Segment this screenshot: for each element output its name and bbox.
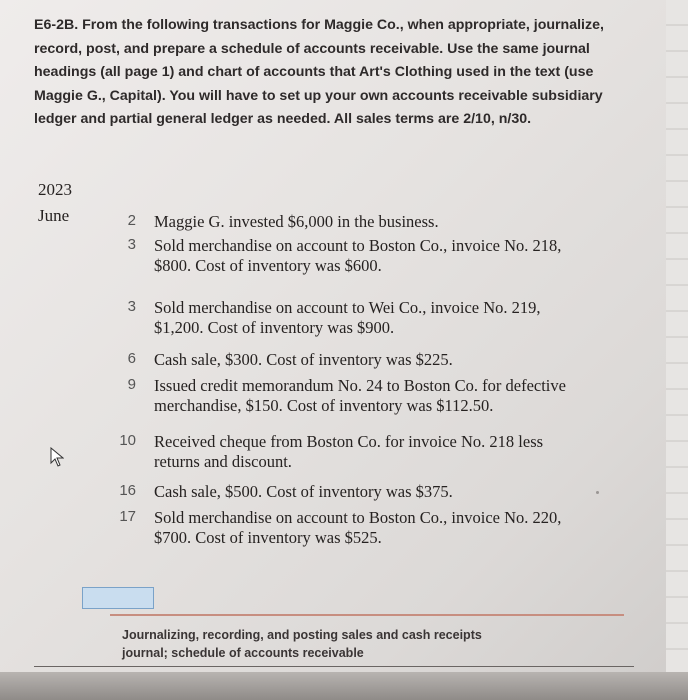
transaction-text [154,376,654,416]
instruction-line: record, post, and prepare a schedule of accounts receivable. Use the same journal [34,40,590,57]
answer-input-box[interactable] [82,587,154,609]
month-label: June [38,206,70,225]
bottom-shadow [0,672,688,700]
transaction-line: Issued credit memorandum No. 24 to Boston Co. for defective [154,376,566,395]
transaction-line: $1,200. Cost of inventory was $900. [154,318,395,337]
transaction-line: merchandise, $150. Cost of inventory was $112.50. [154,396,494,415]
transaction-line: returns and discount. [154,452,292,471]
transaction-day: 3 [127,236,136,253]
transaction-day: 2 [127,212,136,229]
caption-line: journal; schedule of accounts receivable [122,646,364,660]
transaction-line: Sold merchandise on account to Wei Co., invoice No. 219, [154,298,541,317]
section-caption [122,626,482,662]
speck [596,491,599,494]
transaction-day: 9 [127,376,136,393]
transaction-text [154,212,654,232]
caption-underline [34,666,634,667]
transaction-text [154,508,654,548]
exercise-instructions [34,14,664,132]
transaction-text [154,298,654,338]
instruction-line: headings (all page 1) and chart of accounts that Art's Clothing used in the text (use [34,64,594,80]
transaction-line: $800. Cost of inventory was $600. [154,256,382,275]
transaction-text [154,236,654,276]
page-edge [666,0,688,700]
transaction-line: Maggie G. invested $6,000 in the business. [154,212,439,231]
caption-line: Journalizing, recording, and posting sales and cash receipts [122,628,482,642]
transaction-text [154,350,654,370]
transaction-line: Cash sale, $500. Cost of inventory was $375. [154,482,453,501]
transaction-day: 10 [119,432,136,449]
transaction-text [154,482,654,502]
mouse-pointer-icon [50,447,64,472]
transaction-day: 6 [127,350,136,367]
instruction-line: Maggie G., Capital). You will have to set up your own accounts receivable subsidiary [34,87,603,104]
transaction-day: 3 [127,298,136,315]
transaction-day: 17 [119,508,136,525]
year-label: 2023 [38,180,72,199]
section-divider [110,614,624,616]
instruction-line: ledger and partial general ledger as needed. All sales terms are 2/10, n/30. [34,111,532,127]
transaction-text [154,432,654,472]
transaction-line: Sold merchandise on account to Boston Co., invoice No. 218, [154,236,562,255]
transaction-day: 16 [119,482,136,499]
transaction-line: Received cheque from Boston Co. for invoice No. 218 less [154,432,544,451]
transaction-line: Sold merchandise on account to Boston Co., invoice No. 220, [154,508,562,527]
transaction-line: Cash sale, $300. Cost of inventory was $225. [154,350,453,369]
transaction-line: $700. Cost of inventory was $525. [154,528,382,547]
instruction-line: E6-2B. From the following transactions for Maggie Co., when appropriate, journalize, [34,17,604,33]
